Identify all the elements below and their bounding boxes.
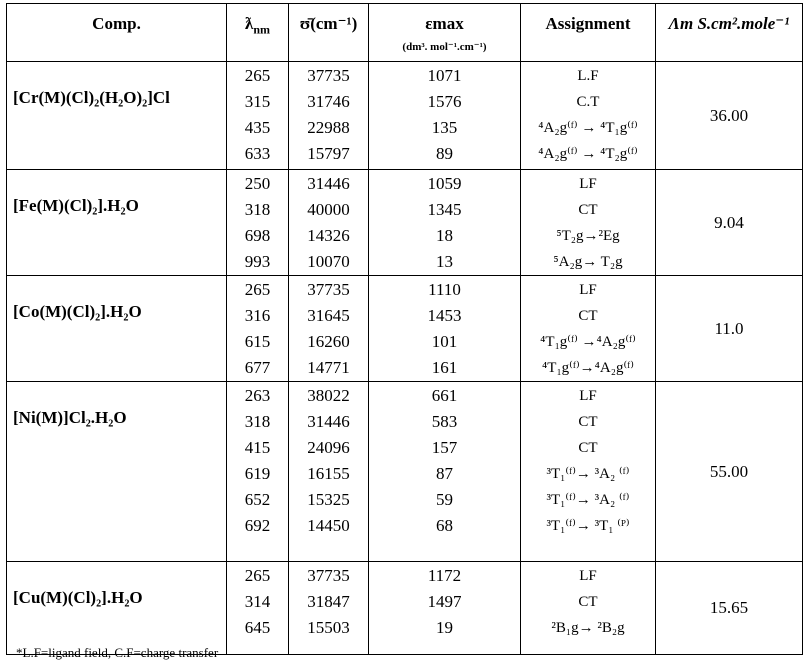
assignment-value: ⁵T₂g→²Eg [556, 228, 620, 244]
assignment-value: ⁴A₂g⁽ᶠ⁾ → ⁴T₁g⁽ᶠ⁾ [538, 120, 638, 136]
assignment-value: CT [578, 594, 598, 610]
spectral-data-table [6, 3, 803, 655]
lambda-value: 316 [244, 306, 271, 325]
emax-value: 68 [436, 516, 453, 535]
lambda-value: 250 [244, 174, 271, 193]
compound-cell [7, 562, 227, 655]
nu-value: 15325 [307, 490, 350, 509]
lambda-value: 615 [244, 332, 271, 351]
emax-value: 583 [431, 412, 458, 431]
nu-cell [289, 62, 369, 170]
header-emax: εmax (dm³. mol⁻¹.cm⁻¹) [369, 4, 521, 62]
nu-value: 37735 [307, 66, 350, 85]
assignment-cell [521, 62, 656, 170]
emax-value: 19 [436, 618, 453, 637]
nu-value: 31645 [307, 306, 350, 325]
table-row [7, 382, 803, 562]
emax-cell [369, 62, 521, 170]
emax-value: 13 [436, 252, 453, 271]
nu-value: 16155 [307, 464, 350, 483]
emax-value: 161 [431, 358, 458, 377]
lambda-value: 698 [244, 226, 271, 245]
assignment-value: CT [578, 308, 598, 324]
footnote: *L.F=ligand field, C.F=charge transfer [16, 645, 219, 660]
lambda-value: 314 [244, 592, 271, 611]
conductance-value: 9.04 [714, 212, 744, 232]
header-nu: ʊ̄(cm⁻¹) [289, 4, 369, 62]
nu-value: 16260 [307, 332, 350, 351]
compound-name: [Fe(M)(Cl)₂].H₂O [13, 196, 139, 215]
conductance-cell [656, 276, 803, 382]
assignment-value: ³T₁⁽ᶠ⁾→ ³A₂ ⁽ᶠ⁾ [546, 492, 630, 508]
conductance-value: 55.00 [709, 461, 749, 481]
emax-value: 87 [436, 464, 453, 483]
assignment-value: L.F [577, 68, 599, 84]
lambda-value: 645 [244, 618, 271, 637]
conductance-cell [656, 62, 803, 170]
header-emax-unit: (dm³. mol⁻¹.cm⁻¹) [402, 41, 487, 53]
assignment-value: ³T₁⁽ᶠ⁾→ ³A₂ ⁽ᶠ⁾ [546, 466, 630, 482]
compound-name: [Ni(M)]Cl₂.H₂O [13, 408, 127, 427]
conductance-cell [656, 562, 803, 655]
nu-value: 38022 [307, 386, 350, 405]
assignment-value: ⁴A₂g⁽ᶠ⁾ → ⁴T₂g⁽ᶠ⁾ [538, 146, 638, 162]
compound-cell [7, 62, 227, 170]
assignment-value: ⁴T₁g⁽ᶠ⁾ →⁴A₂g⁽ᶠ⁾ [540, 334, 636, 350]
conductance-cell [656, 170, 803, 276]
conductance-cell [656, 382, 803, 562]
lambda-value: 619 [244, 464, 271, 483]
nu-cell [289, 382, 369, 562]
header-assignment: Assignment [521, 4, 656, 62]
nu-value: 14450 [307, 516, 350, 535]
lambda-value: 265 [244, 280, 271, 299]
emax-value: 1172 [427, 566, 462, 585]
nu-value: 10070 [307, 252, 350, 271]
header-row [7, 4, 803, 62]
compound-name: [Co(M)(Cl)₂].H₂O [13, 302, 142, 321]
lambda-value: 263 [244, 386, 271, 405]
assignment-value: ⁵A₂g→ T₂g [553, 254, 623, 270]
emax-cell [369, 562, 521, 655]
nu-value: 40000 [307, 200, 350, 219]
lambda-value: 633 [244, 144, 271, 163]
assignment-cell [521, 276, 656, 382]
assignment-value: C.T [576, 94, 600, 110]
assignment-cell [521, 562, 656, 655]
nu-value: 15503 [307, 618, 350, 637]
emax-value: 1453 [427, 306, 462, 325]
emax-cell [369, 170, 521, 276]
assignment-value: LF [579, 282, 597, 298]
conductance-value: 36.00 [709, 105, 749, 125]
header-comp: Comp. [7, 4, 227, 62]
assignment-value: ⁴T₁g⁽ᶠ⁾→⁴A₂g⁽ᶠ⁾ [542, 360, 634, 376]
nu-value: 22988 [307, 118, 350, 137]
nu-value: 14771 [307, 358, 350, 377]
emax-value: 59 [436, 490, 453, 509]
lambda-value: 318 [244, 200, 271, 219]
emax-value: 135 [431, 118, 458, 137]
nu-value: 14326 [307, 226, 350, 245]
table-row [7, 62, 803, 170]
assignment-value: ³T₁⁽ᶠ⁾→ ³T₁ ⁽ᴾ⁾ [546, 518, 630, 534]
table-row [7, 170, 803, 276]
emax-value: 661 [431, 386, 458, 405]
compound-cell [7, 170, 227, 276]
lambda-cell [227, 276, 289, 382]
nu-value: 31446 [307, 174, 350, 193]
nu-value: 31746 [307, 92, 350, 111]
table-row [7, 562, 803, 655]
header-conductance: Λm S.cm².mole⁻¹ [656, 4, 803, 62]
emax-value: 1576 [427, 92, 462, 111]
lambda-value: 993 [244, 252, 271, 271]
emax-value: 1110 [428, 280, 461, 299]
compound-name: [Cr(M)(Cl)₂(H₂O)₂]Cl [13, 88, 170, 107]
lambda-cell [227, 562, 289, 655]
lambda-value: 435 [244, 118, 271, 137]
assignment-value: LF [579, 568, 597, 584]
lambda-value: 265 [244, 66, 271, 85]
emax-cell [369, 382, 521, 562]
emax-value: 89 [436, 144, 453, 163]
emax-value: 1059 [427, 174, 462, 193]
assignment-cell [521, 170, 656, 276]
conductance-value: 11.0 [714, 318, 744, 338]
lambda-value: 652 [244, 490, 271, 509]
emax-value: 1345 [427, 200, 462, 219]
nu-value: 24096 [307, 438, 350, 457]
assignment-value: LF [579, 176, 597, 192]
assignment-value: CT [578, 202, 598, 218]
emax-value: 101 [431, 332, 458, 351]
lambda-value: 265 [244, 566, 271, 585]
assignment-cell [521, 382, 656, 562]
nu-value: 31446 [307, 412, 350, 431]
lambda-cell [227, 170, 289, 276]
nu-cell [289, 170, 369, 276]
conductance-value: 15.65 [709, 598, 749, 617]
emax-value: 1497 [427, 592, 462, 611]
emax-cell [369, 276, 521, 382]
assignment-value: ²B₁g→ ²B₂g [551, 620, 625, 636]
emax-value: 1071 [427, 66, 462, 85]
nu-cell [289, 562, 369, 655]
compound-name: [Cu(M)(Cl)₂].H₂O [13, 588, 143, 607]
nu-value: 37735 [307, 280, 350, 299]
nu-value: 15797 [307, 144, 350, 163]
emax-value: 18 [436, 226, 453, 245]
nu-value: 31847 [307, 592, 350, 611]
assignment-value: CT [578, 440, 598, 456]
header-lambda: $ƛ_{nm}$ [227, 4, 289, 62]
compound-cell [7, 276, 227, 382]
emax-value: 157 [431, 438, 458, 457]
compound-cell [7, 382, 227, 562]
table-row [7, 276, 803, 382]
lambda-cell [227, 382, 289, 562]
assignment-value: CT [578, 414, 598, 430]
lambda-value: 692 [244, 516, 271, 535]
lambda-value: 318 [244, 412, 271, 431]
lambda-cell [227, 62, 289, 170]
nu-cell [289, 276, 369, 382]
lambda-value: 415 [244, 438, 271, 457]
assignment-value: LF [579, 388, 597, 404]
lambda-value: 677 [244, 358, 271, 377]
lambda-value: 315 [244, 92, 271, 111]
nu-value: 37735 [307, 566, 350, 585]
